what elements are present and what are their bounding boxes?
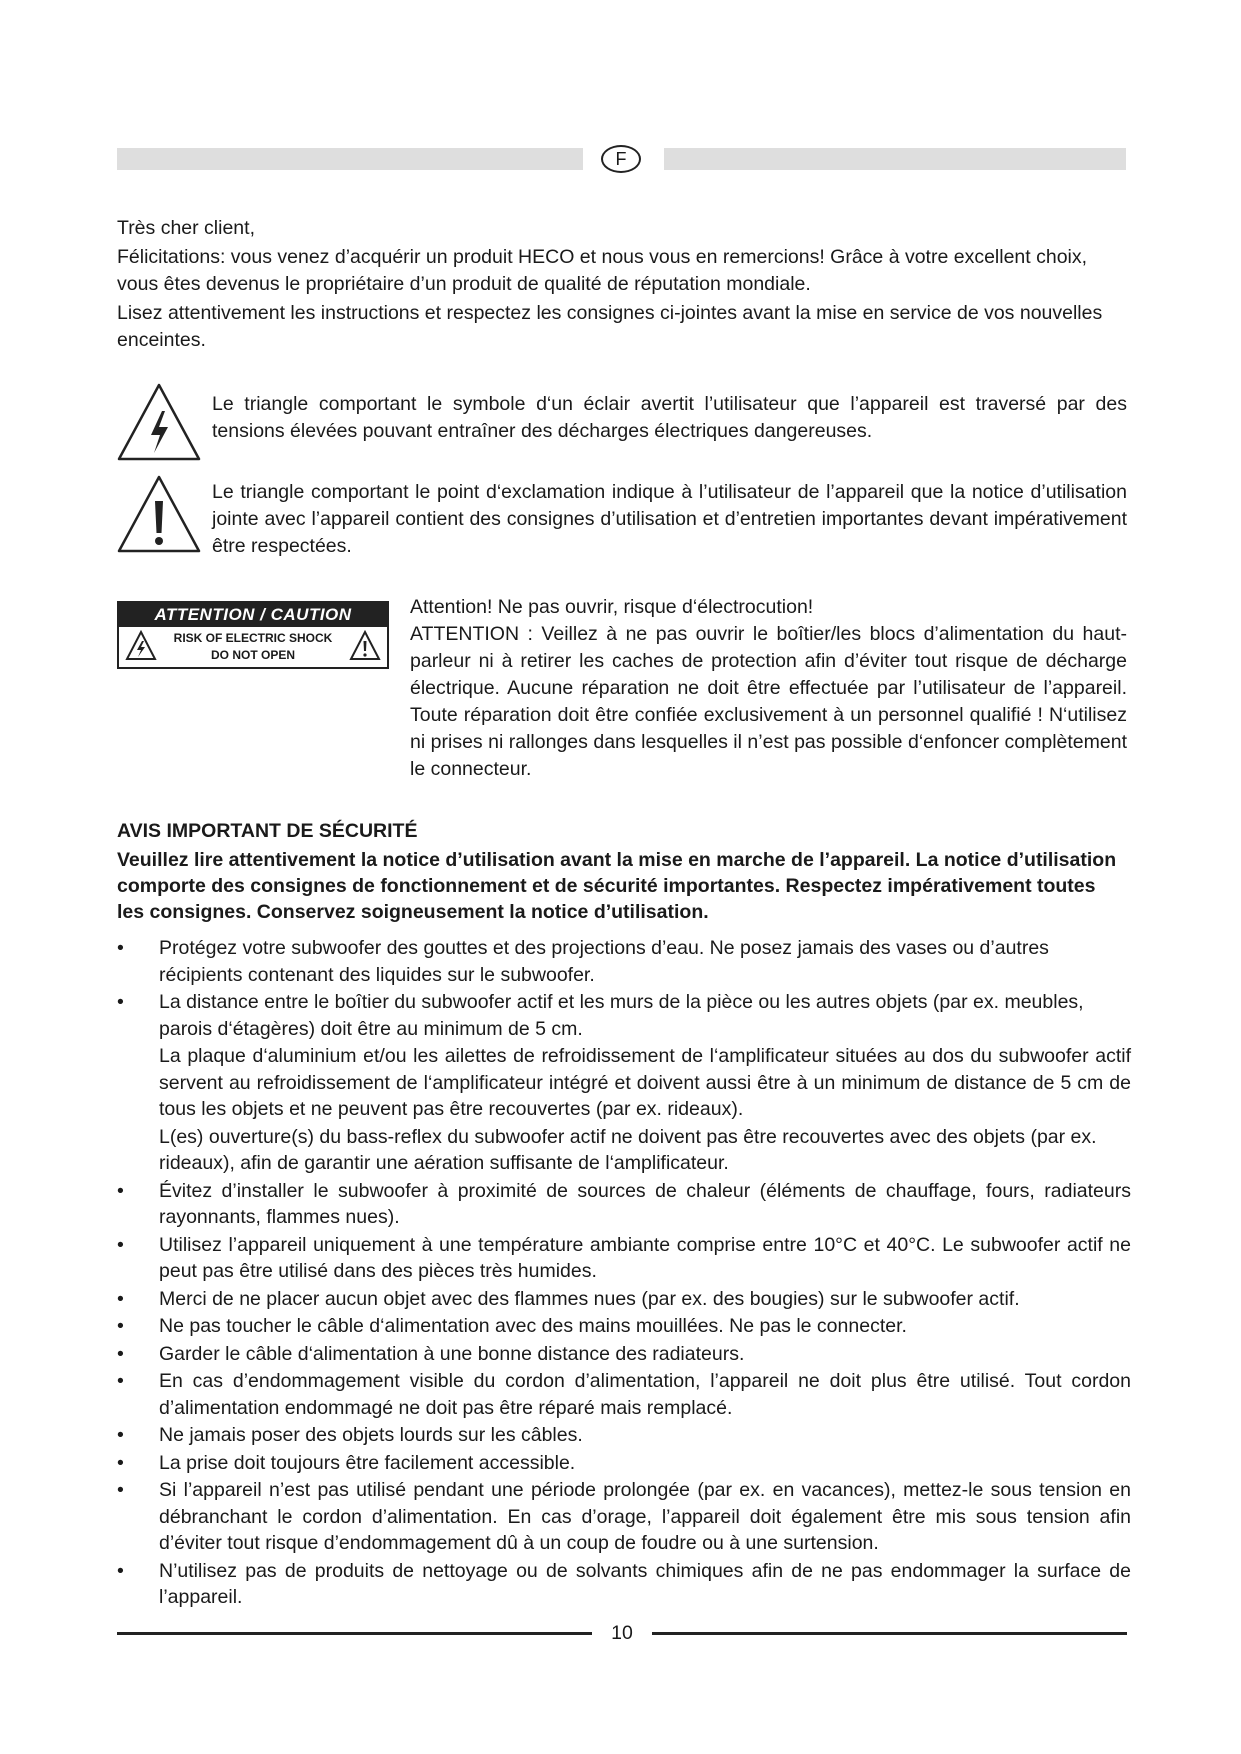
list-item: • Merci de ne placer aucun objet avec des flammes nues (par ex. des bougies) sur le subwoofer actif. — [117, 1287, 1020, 1310]
list-item: • Protégez votre subwoofer des gouttes et des projections d’eau. Ne posez jamais des vases ou d’autres récipients contenant des liquides sur le subwoofer. — [117, 937, 1049, 986]
caution-lightning-icon — [125, 630, 157, 662]
list-item: • Ne jamais poser des objets lourds sur les câbles. — [117, 1424, 583, 1446]
safety-list — [117, 935, 1131, 1612]
intro-section — [117, 215, 1127, 356]
header-bar-left — [117, 148, 583, 170]
exclamation-warning-text: Le triangle comportant le point d‘exclamation indique à l’utilisateur de l’appareil que la notice d’utilisation jointe avec l’appareil contient des consignes d’utilisation et d’entretien importantes devant impérativement être respectées. — [212, 481, 1127, 557]
list-item: • Si l’appareil n’est pas utilisé pendant une période prolongée (par ex. en vacances), mettez-le sous tension en débranchant le cordon d’alimentation. En cas d’orage, l’appareil doit également être mis sous tension afin d’éviter tout risque d’endommagement dû à un coup de foudre ou à une surtension. — [117, 1479, 1131, 1554]
safety-intro: Veuillez lire attentivement la notice d’utilisation avant la mise en marche de l’appareil. La notice d’utilisation comporte des consignes de fonctionnement et de sécurité importantes. Respectez impérativement toutes les consignes. Conservez soigneusement la notice d’utilisation. — [117, 849, 1117, 923]
safety-title: AVIS IMPORTANT DE SÉCURITÉ — [117, 820, 418, 842]
list-item: • Garder le câble d‘alimentation à une bonne distance des radiateurs. — [117, 1342, 745, 1365]
footer-rule-left — [117, 1632, 592, 1635]
list-item: • N’utilisez pas de produits de nettoyage ou de solvants chimiques afin de ne pas endommager la surface de l’appareil. — [117, 1559, 1131, 1608]
intro-paragraph-2: Lisez attentivement les instructions et respectez les consignes ci-jointes avant la mise en service de vos nouvelles enceintes. — [117, 302, 1103, 351]
caution-label-heading: ATTENTION / CAUTION — [119, 603, 387, 627]
header-bar-right — [664, 148, 1126, 170]
list-item: • La prise doit toujours être facilement accessible. — [117, 1451, 576, 1474]
caution-label-line-2: DO NOT OPEN — [210, 648, 295, 662]
intro-paragraph-1: Félicitations: vous venez d’acquérir un produit HECO et nous vous en remercions! Grâce à votre excellent choix, vous êtes devenus le propriétaire d’un produit de qualité de réputation mondiale. — [117, 246, 1088, 295]
footer-rule-right — [652, 1632, 1127, 1635]
list-item: • Évitez d’installer le subwoofer à proximité de sources de chaleur (éléments de chauffage, fours, radiateurs rayonnants, flammes nues). — [117, 1179, 1131, 1228]
list-item: • En cas d’endommagement visible du cordon d’alimentation, l’appareil ne doit plus être utilisé. Tout cordon d’alimentation endommagé ne doit pas être réparé mais remplacé. — [117, 1370, 1131, 1419]
attention-line-1: Attention! Ne pas ouvrir, risque d‘électrocution! — [410, 596, 814, 618]
attention-paragraph: ATTENTION : Veillez à ne pas ouvrir le boîtier/les blocs d’alimentation du haut-parleur ni à retirer les caches de protection afin d’éviter tout risque de décharge électrique. Aucune réparation ne doit être effectuée par l’utilisateur de l’appareil. Toute réparation doit être confiée exclusivement à un personnel qualifié ! N‘utilisez ni prises ni rallonges dans lesquelles il n’est pas possible d‘enfoncer complètement le connecteur. — [410, 623, 1127, 780]
attention-section — [410, 594, 1127, 783]
caution-exclamation-icon — [349, 630, 381, 662]
caution-label — [117, 601, 389, 669]
list-item: L(es) ouverture(s) du bass-reflex du subwoofer actif ne doivent pas être recouvertes avec des objets (par ex. rideaux), afin de garantir une aération suffisante de l‘amplificateur. — [159, 1125, 1097, 1174]
greeting: Très cher client, — [117, 217, 255, 239]
exclamation-warning-icon — [115, 473, 203, 555]
page-number: 10 — [611, 1622, 633, 1644]
caution-label-line-1: RISK OF ELECTRIC SHOCK — [173, 631, 333, 645]
list-item: • Utilisez l’appareil uniquement à une température ambiante comprise entre 10°C et 40°C. Le subwoofer actif ne peut pas être utilisé dans des pièces très humides. — [117, 1233, 1131, 1282]
lightning-warning-text: Le triangle comportant le symbole d‘un éclair avertit l’utilisateur que l’appareil est traversé par des tensions élevées pouvant entraîner des décharges électriques dangereuses. — [212, 393, 1127, 442]
list-item: La plaque d‘aluminium et/ou les ailettes de refroidissement de l‘amplificateur situées au dos du subwoofer actif servent au refroidissement de l‘amplificateur intégré et doivent aussi être à un minimum de distance de 5 cm de tous les objets et ne peuvent pas être recouvertes (par ex. rideaux). — [159, 1045, 1131, 1120]
list-item: • Ne pas toucher le câble d‘alimentation avec des mains mouillées. Ne pas le connecter. — [117, 1315, 907, 1337]
list-item: • La distance entre le boîtier du subwoofer actif et les murs de la pièce ou les autres objets (par ex. meubles, parois d‘étagères) doit être au minimum de 5 cm. — [117, 991, 1084, 1040]
language-badge: F — [601, 145, 641, 173]
lightning-warning-icon — [115, 381, 203, 463]
